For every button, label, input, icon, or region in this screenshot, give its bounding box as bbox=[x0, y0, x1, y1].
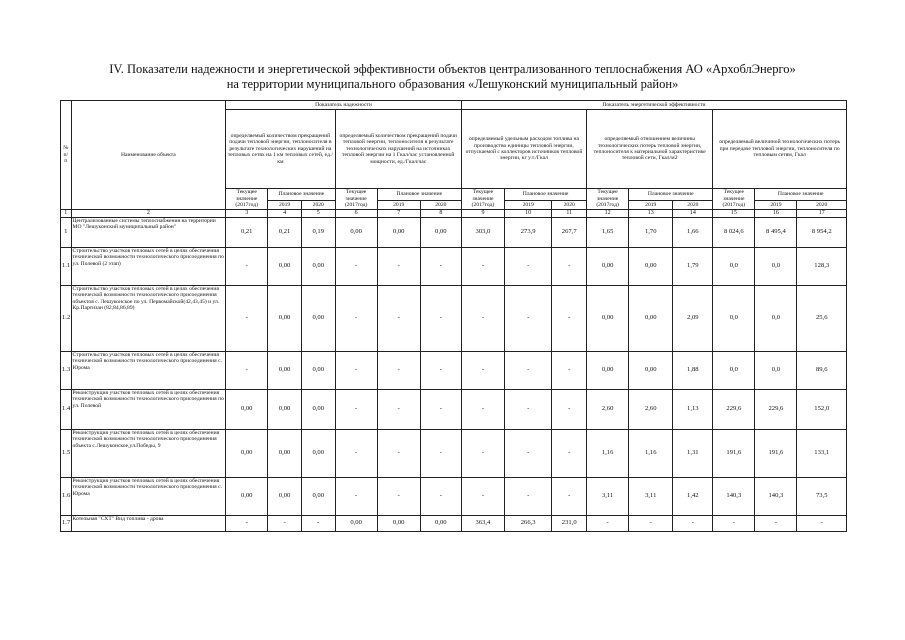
row-value: - bbox=[377, 430, 420, 478]
row-value: 3,11 bbox=[629, 478, 673, 516]
row-value: 191,6 bbox=[755, 430, 797, 478]
row-value: 0,00 bbox=[268, 430, 302, 478]
row-value: - bbox=[268, 516, 302, 532]
row-value: 1,31 bbox=[673, 430, 713, 478]
header-group-reliability: Показатель надежности bbox=[226, 101, 462, 110]
row-value: - bbox=[505, 430, 552, 478]
row-value: - bbox=[420, 352, 461, 390]
row-value: 0,0 bbox=[755, 286, 797, 352]
header-planned-2: Плановое значение bbox=[377, 189, 461, 201]
row-value: 140,3 bbox=[713, 478, 755, 516]
row-value: 0,00 bbox=[587, 248, 629, 286]
title-line-1: IV. Показатели надежности и энергетической эффективности объектов централизованного теплоснабжения АО «АрхоблЭнерго» bbox=[109, 62, 796, 76]
header-indicator-5: определяемый величиной технологических потерь при передаче тепловой энергии, теплоносителя по тепловым сетям, Гкал bbox=[713, 110, 847, 189]
header-year1-5: 2019 bbox=[755, 201, 797, 210]
header-indicator-3: определяемый удельным расходом топлива на производство единицы тепловой энергии, отпускаемой с коллекторов источников тепловой энергии, кг у.т./Гкал bbox=[461, 110, 586, 189]
row-value: 229,6 bbox=[755, 390, 797, 430]
row-value: - bbox=[420, 286, 461, 352]
row-value: - bbox=[461, 352, 504, 390]
header-planned-4: Плановое значение bbox=[629, 189, 713, 201]
row-value: - bbox=[377, 248, 420, 286]
row-value: 0,00 bbox=[587, 352, 629, 390]
row-object-name: Реконструкция участков тепловых сетей в целях обеспечения технической возможности технологического присоединения по ул. Полевой bbox=[71, 390, 226, 430]
row-value: 0,00 bbox=[301, 286, 335, 352]
row-value: 0,00 bbox=[301, 248, 335, 286]
row-value: 2,60 bbox=[629, 390, 673, 430]
row-number: 1.2 bbox=[61, 286, 72, 352]
row-value: 0,00 bbox=[420, 218, 461, 248]
row-object-name: Реконструкция участков тепловых сетей в целях обеспечения технической возможности технологического присоединения с. Юрома bbox=[71, 478, 226, 516]
table-row bbox=[61, 478, 847, 516]
row-value: 303,0 bbox=[461, 218, 504, 248]
header-year1-4: 2019 bbox=[629, 201, 673, 210]
row-value: - bbox=[226, 516, 268, 532]
row-value: 2,09 bbox=[673, 286, 713, 352]
column-index: 10 bbox=[505, 210, 552, 218]
header-current-1: Текущее значение (2017год) bbox=[226, 189, 268, 210]
row-value: 273,9 bbox=[505, 218, 552, 248]
row-value: 0,00 bbox=[268, 352, 302, 390]
row-value: - bbox=[552, 286, 587, 352]
table-row bbox=[61, 390, 847, 430]
column-index: 15 bbox=[713, 210, 755, 218]
row-value: - bbox=[301, 516, 335, 532]
row-value: 0,00 bbox=[301, 478, 335, 516]
row-number: 1 bbox=[61, 218, 72, 248]
row-value: 0,00 bbox=[268, 478, 302, 516]
row-value: - bbox=[335, 430, 377, 478]
column-index: 8 bbox=[420, 210, 461, 218]
table-row bbox=[61, 218, 847, 248]
row-value: 0,21 bbox=[268, 218, 302, 248]
row-value: 266,3 bbox=[505, 516, 552, 532]
header-planned-5: Плановое значение bbox=[755, 189, 847, 201]
header-year2-2: 2020 bbox=[420, 201, 461, 210]
row-value: 0,19 bbox=[301, 218, 335, 248]
column-index: 13 bbox=[629, 210, 673, 218]
row-value: - bbox=[629, 516, 673, 532]
row-value: 0,00 bbox=[587, 286, 629, 352]
row-value: 2,60 bbox=[587, 390, 629, 430]
row-value: 0,00 bbox=[335, 218, 377, 248]
row-value: - bbox=[552, 352, 587, 390]
header-name: Наименование объекта bbox=[71, 101, 226, 210]
row-value: 0,0 bbox=[755, 352, 797, 390]
row-value: - bbox=[420, 390, 461, 430]
row-value: - bbox=[420, 248, 461, 286]
title-line-2: на территории муниципального образования «Лешуконский муниципальный район» bbox=[226, 77, 679, 91]
header-num: № п/п bbox=[61, 101, 72, 210]
row-value: 0,00 bbox=[268, 390, 302, 430]
header-indicator-2: определяемый количеством прекращений подачи тепловой энергии, теплоносителя в результате технологических нарушений на источниках тепловой энергии на 1 Гкал/час установленной мощности, ед./Гкал/час bbox=[335, 110, 461, 189]
row-value: - bbox=[505, 390, 552, 430]
row-value: - bbox=[377, 478, 420, 516]
row-number: 1.6 bbox=[61, 478, 72, 516]
row-value: - bbox=[420, 478, 461, 516]
row-value: - bbox=[335, 286, 377, 352]
row-value: 1,13 bbox=[673, 390, 713, 430]
row-number: 1.5 bbox=[61, 430, 72, 478]
column-index: 3 bbox=[226, 210, 268, 218]
column-index: 7 bbox=[377, 210, 420, 218]
row-value: 231,0 bbox=[552, 516, 587, 532]
row-value: 0,00 bbox=[629, 352, 673, 390]
row-value: 128,3 bbox=[797, 248, 847, 286]
header-current-4: Текущее значение (2017год) bbox=[587, 189, 629, 210]
row-value: - bbox=[335, 352, 377, 390]
row-value: 133,1 bbox=[797, 430, 847, 478]
row-value: - bbox=[335, 478, 377, 516]
row-value: 267,7 bbox=[552, 218, 587, 248]
row-value: 1,79 bbox=[673, 248, 713, 286]
row-value: - bbox=[226, 352, 268, 390]
table-row bbox=[61, 352, 847, 390]
row-object-name: Строительство участков тепловых сетей в целях обеспечения технической возможности технологического присоединения с. Юрома bbox=[71, 352, 226, 390]
row-value: 0,21 bbox=[226, 218, 268, 248]
header-year2-4: 2020 bbox=[673, 201, 713, 210]
column-index: 5 bbox=[301, 210, 335, 218]
row-value: - bbox=[505, 286, 552, 352]
header-planned-1: Плановое значение bbox=[268, 189, 335, 201]
header-current-5: Текущее значение (2017год) bbox=[713, 189, 755, 210]
row-value: - bbox=[461, 478, 504, 516]
row-value: 191,6 bbox=[713, 430, 755, 478]
row-value: - bbox=[552, 430, 587, 478]
row-value: 0,00 bbox=[226, 430, 268, 478]
column-index: 12 bbox=[587, 210, 629, 218]
header-current-2: Текущее значение (2017год) bbox=[335, 189, 377, 210]
table-row bbox=[61, 430, 847, 478]
row-number: 1.1 bbox=[61, 248, 72, 286]
column-index: 6 bbox=[335, 210, 377, 218]
row-value: 0,0 bbox=[713, 286, 755, 352]
row-value: 363,4 bbox=[461, 516, 504, 532]
header-year1-2: 2019 bbox=[377, 201, 420, 210]
row-value: - bbox=[505, 248, 552, 286]
row-value: - bbox=[552, 478, 587, 516]
row-value: 0,00 bbox=[301, 390, 335, 430]
page-title bbox=[0, 62, 905, 92]
row-value: 0,00 bbox=[226, 390, 268, 430]
column-index: 9 bbox=[461, 210, 504, 218]
row-value: - bbox=[335, 248, 377, 286]
row-value: 0,00 bbox=[377, 218, 420, 248]
table-row bbox=[61, 516, 847, 532]
column-index: 4 bbox=[268, 210, 302, 218]
header-year2-5: 2020 bbox=[797, 201, 847, 210]
row-value: 25,6 bbox=[797, 286, 847, 352]
row-value: - bbox=[587, 516, 629, 532]
row-value: 3,11 bbox=[587, 478, 629, 516]
row-value: 8 495,4 bbox=[755, 218, 797, 248]
header-current-3: Текущее значение (2017год) bbox=[461, 189, 504, 210]
table-row bbox=[61, 286, 847, 352]
row-value: - bbox=[461, 286, 504, 352]
row-object-name: Строительство участков тепловых сетей в целях обеспечения технической возможности технологического присоединения объектов с. Лешуконское по ул. Первомайской(42,43,45) и ул. Кр.Партизан (82,84,86,89) bbox=[71, 286, 226, 352]
row-value: - bbox=[377, 286, 420, 352]
row-value: 73,5 bbox=[797, 478, 847, 516]
column-index: 17 bbox=[797, 210, 847, 218]
row-value: 0,00 bbox=[301, 430, 335, 478]
row-value: 1,16 bbox=[587, 430, 629, 478]
header-group-efficiency: Показатель энергетической эффективности bbox=[461, 101, 846, 110]
row-value: 0,00 bbox=[629, 248, 673, 286]
row-value: 229,6 bbox=[713, 390, 755, 430]
row-value: - bbox=[713, 516, 755, 532]
row-value: - bbox=[226, 286, 268, 352]
column-index: 16 bbox=[755, 210, 797, 218]
row-value: 0,00 bbox=[301, 352, 335, 390]
header-year2-3: 2020 bbox=[552, 201, 587, 210]
row-value: 0,00 bbox=[420, 516, 461, 532]
row-value: 152,0 bbox=[797, 390, 847, 430]
row-value: - bbox=[226, 248, 268, 286]
row-value: - bbox=[461, 390, 504, 430]
row-value: - bbox=[673, 516, 713, 532]
header-indicator-4: определяемый отношением величины технологических потерь тепловой энергии, теплоносителя к материальной характеристике тепловой сети, Гкал/м2 bbox=[587, 110, 713, 189]
row-value: 89,6 bbox=[797, 352, 847, 390]
row-value: 0,00 bbox=[226, 478, 268, 516]
row-value: - bbox=[335, 390, 377, 430]
row-value: 1,65 bbox=[587, 218, 629, 248]
header-year2-1: 2020 bbox=[301, 201, 335, 210]
row-value: 1,70 bbox=[629, 218, 673, 248]
header-indicator-1: определяемый количеством прекращений подачи тепловой энергии, теплоносителя в результате технологических нарушений на тепловых сетях на 1 км тепловых сетей, ед./км bbox=[226, 110, 335, 189]
row-value: - bbox=[420, 430, 461, 478]
row-value: 0,00 bbox=[377, 516, 420, 532]
row-object-name: Котельная "СХТ" Вид топлива - дрова bbox=[71, 516, 226, 532]
table-row bbox=[61, 248, 847, 286]
row-value: 0,00 bbox=[268, 286, 302, 352]
header-year1-3: 2019 bbox=[505, 201, 552, 210]
row-value: 8 954,2 bbox=[797, 218, 847, 248]
column-index: 2 bbox=[71, 210, 226, 218]
row-value: 0,0 bbox=[755, 248, 797, 286]
row-value: - bbox=[552, 390, 587, 430]
row-object-name: Строительство участков тепловых сетей в целях обеспечения технической возможности технологического присоединения по ул. Полевой (2 этап) bbox=[71, 248, 226, 286]
row-value: - bbox=[755, 516, 797, 532]
column-index: 11 bbox=[552, 210, 587, 218]
row-number: 1.7 bbox=[61, 516, 72, 532]
row-value: 0,00 bbox=[629, 286, 673, 352]
column-index: 14 bbox=[673, 210, 713, 218]
row-value: 0,0 bbox=[713, 352, 755, 390]
row-value: 1,88 bbox=[673, 352, 713, 390]
row-object-name: Реконструкция участков тепловых сетей в целях обеспечения технической возможности технологического присоединения объекта с.Лешуконское,ул.Победы, 9 bbox=[71, 430, 226, 478]
row-value: 0,00 bbox=[335, 516, 377, 532]
row-value: 1,66 bbox=[673, 218, 713, 248]
row-value: 140,3 bbox=[755, 478, 797, 516]
row-value: 0,00 bbox=[268, 248, 302, 286]
row-value: - bbox=[797, 516, 847, 532]
row-value: 1,42 bbox=[673, 478, 713, 516]
row-number: 1.3 bbox=[61, 352, 72, 390]
row-value: - bbox=[461, 248, 504, 286]
header-year1-1: 2019 bbox=[268, 201, 302, 210]
row-value: 8 024,6 bbox=[713, 218, 755, 248]
row-value: - bbox=[552, 248, 587, 286]
row-value: 0,0 bbox=[713, 248, 755, 286]
row-value: - bbox=[461, 430, 504, 478]
row-value: - bbox=[377, 390, 420, 430]
row-number: 1.4 bbox=[61, 390, 72, 430]
header-planned-3: Плановое значение bbox=[505, 189, 587, 201]
row-value: - bbox=[505, 478, 552, 516]
row-value: 1,16 bbox=[629, 430, 673, 478]
row-object-name: Централизованные системы теплоснабжения на территории МО "Лешуконский муниципальный район" bbox=[71, 218, 226, 248]
row-value: - bbox=[377, 352, 420, 390]
row-value: - bbox=[505, 352, 552, 390]
column-index: 1 bbox=[61, 210, 72, 218]
indicators-table bbox=[60, 100, 847, 532]
